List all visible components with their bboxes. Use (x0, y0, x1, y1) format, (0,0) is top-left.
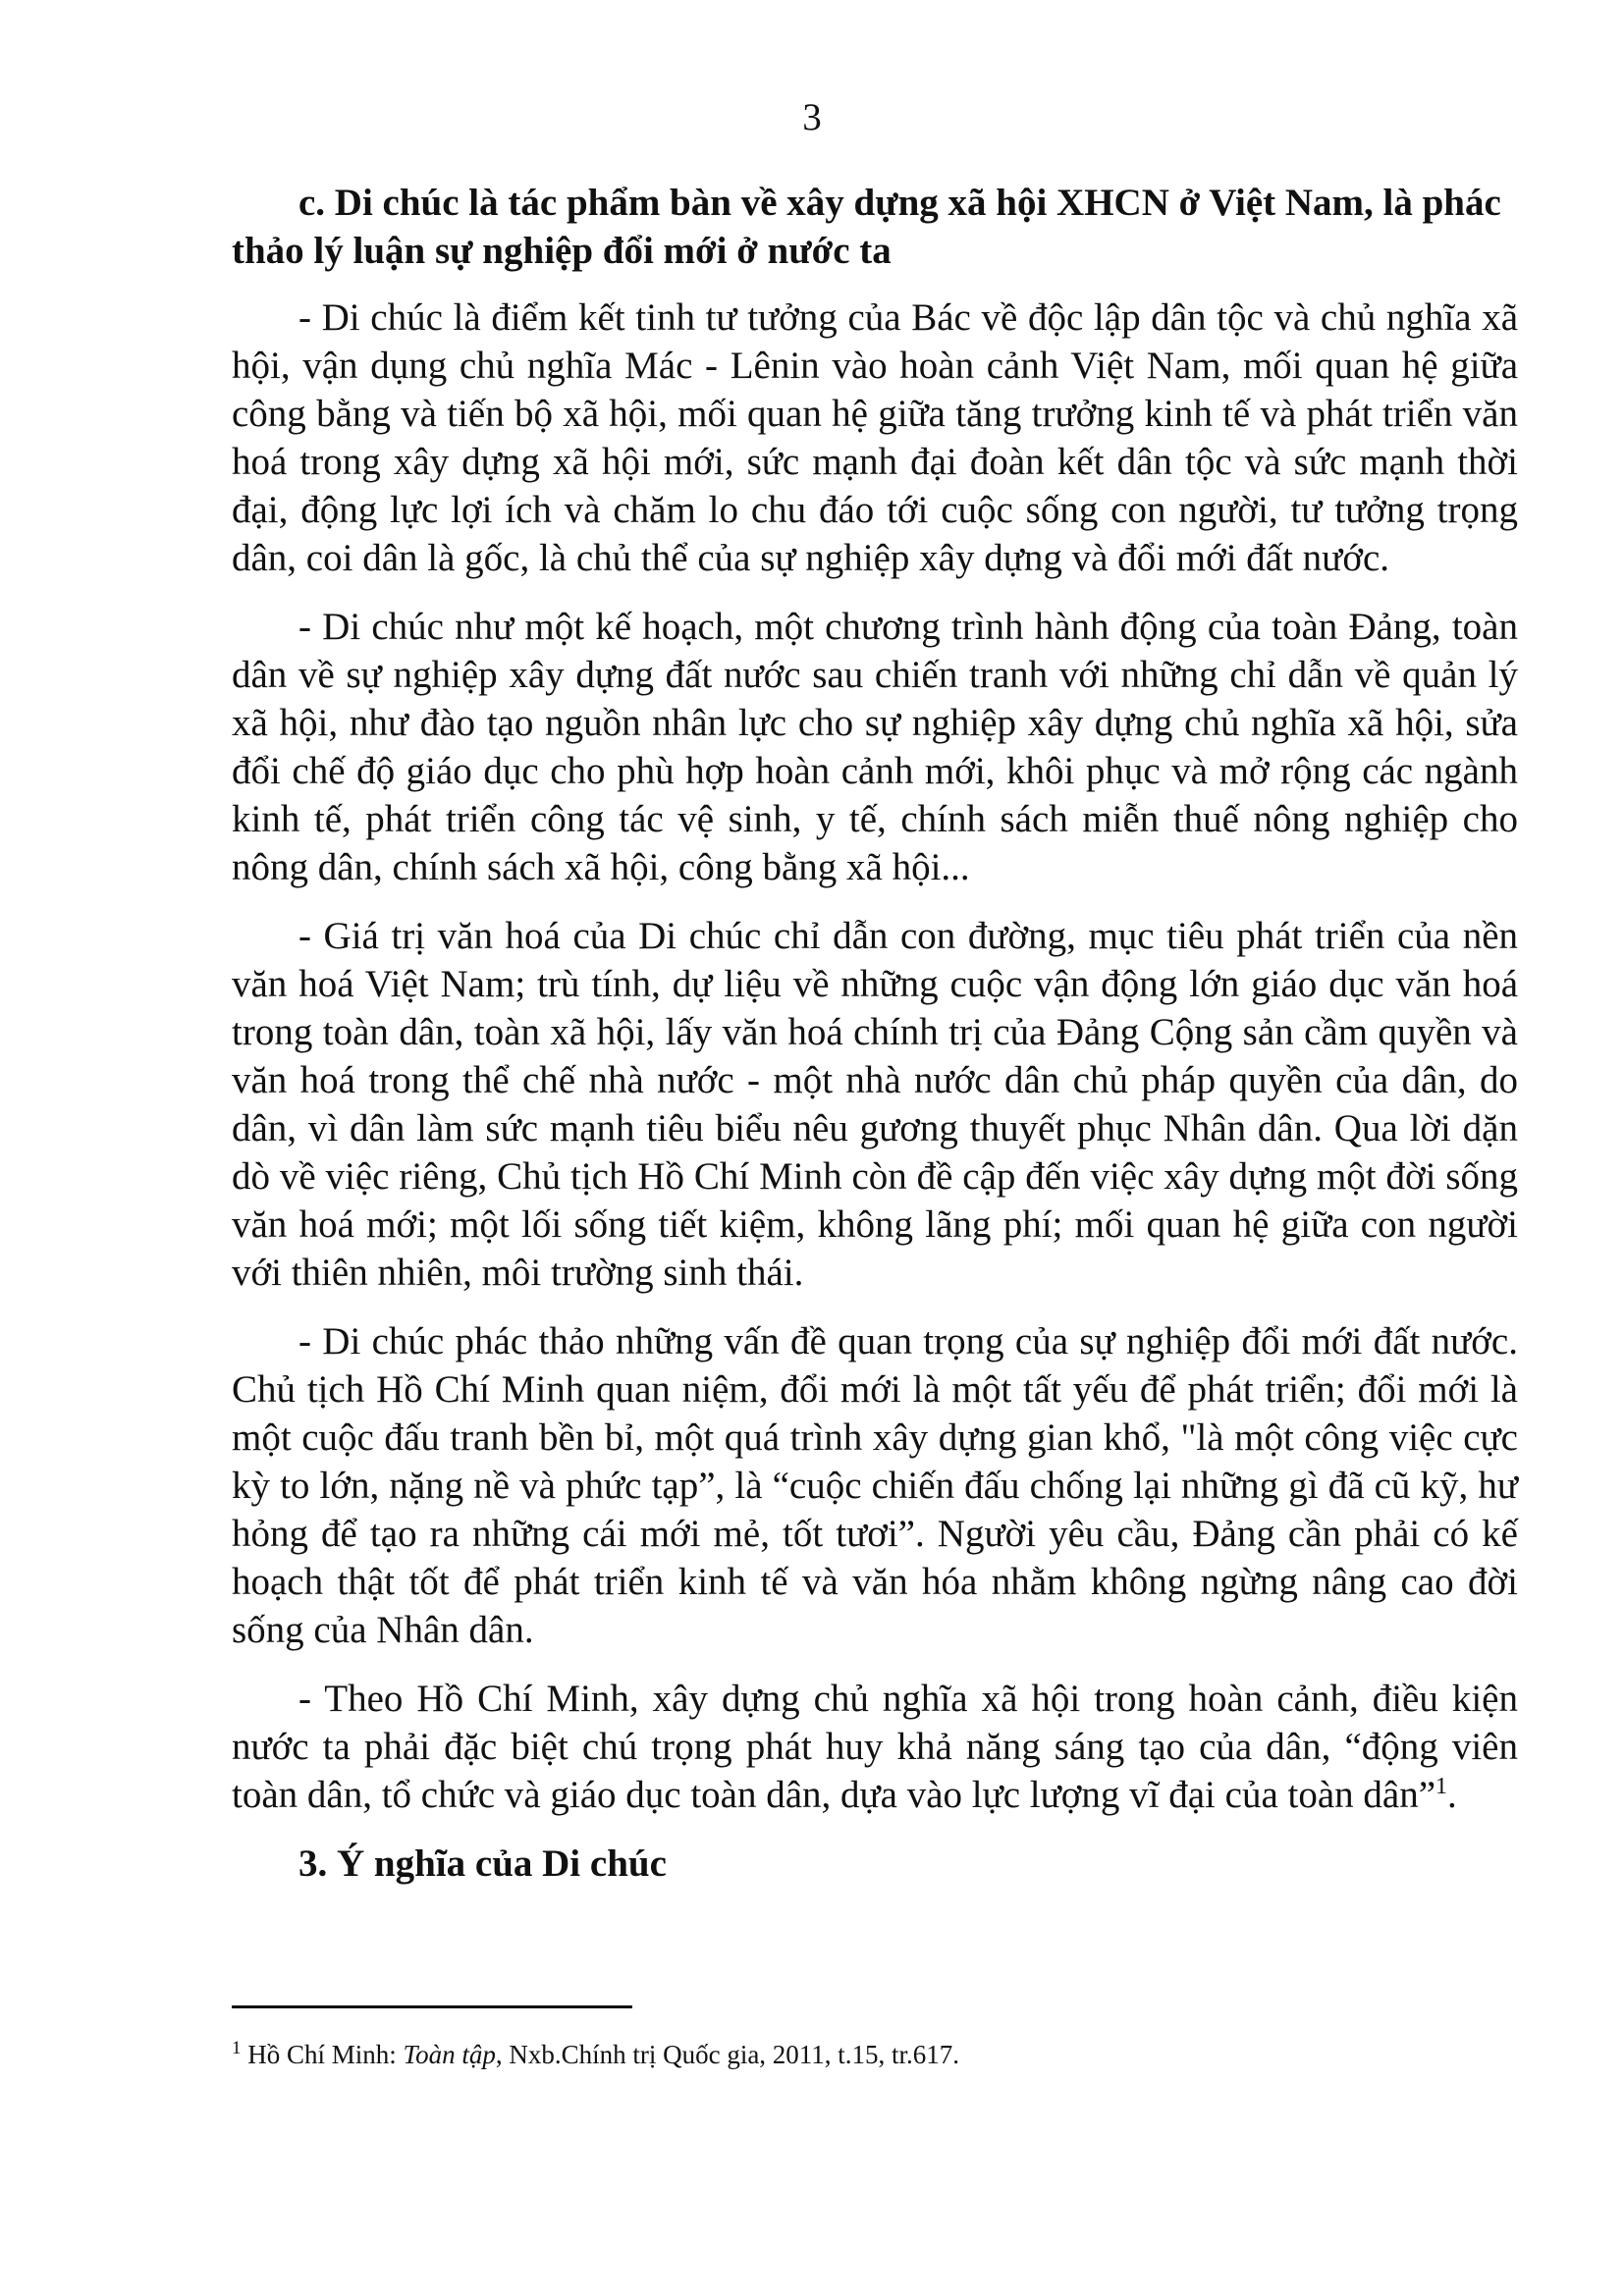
section-heading-y-nghia: 3. Ý nghĩa của Di chúc (298, 1842, 667, 1885)
footnote-publication: , Nxb.Chính trị Quốc gia, 2011, t.15, tr.617. (495, 2040, 960, 2069)
footnote-author: Hồ Chí Minh: (241, 2040, 404, 2069)
paragraph-doi-moi: - Di chúc phác thảo những vấn đề quan trọng của sự nghiệp đổi mới đất nước. Chủ tịch Hồ Chí Minh quan niệm, đổi mới là một tất yếu để phát triển; đổi mới là một cuộc đấu tranh bền bỉ, một quá trình xây dựng gian khổ, "là một công việc cực kỳ to lớn, nặng nề và phức tạp”, là “cuộc chiến đấu chống lại những gì đã cũ kỹ, hư hỏng để tạo ra những cái mới mẻ, tốt tươi”. Người yêu cầu, Đảng cần phải có kế hoạch thật tốt để phát triển kinh tế và văn hóa nhằm không ngừng nâng cao đời sống của Nhân dân. (232, 1320, 1518, 1651)
paragraph-sang-tao-text: - Theo Hồ Chí Minh, xây dựng chủ nghĩa xã hội trong hoàn cảnh, điều kiện nước ta phải đặc biệt chú trọng phát huy khả năng sáng tạo của dân, “động viên toàn dân, tổ chức và giáo dục toàn dân, dựa vào lực lượng vĩ đại của toàn dân” (232, 1678, 1518, 1816)
subsection-heading-c-line2: thảo lý luận sự nghiệp đổi mới ở nước ta (232, 230, 892, 272)
footnote-separator (232, 2005, 632, 2008)
page-number: 3 (802, 96, 822, 138)
footnote (232, 2038, 1518, 2071)
subsection-heading-c (232, 179, 1518, 275)
footnote-reference[interactable]: 1 (1435, 1774, 1448, 1799)
subsection-heading-c-line1: c. Di chúc là tác phẩm bàn về xây dựng xã hội XHCN ở Việt Nam, là phác (298, 182, 1501, 224)
paragraph-sang-tao-period: . (1447, 1774, 1457, 1816)
footnote-marker: 1 (232, 2038, 242, 2058)
paragraph-ke-hoach: - Di chúc như một kế hoạch, một chương trình hành động của toàn Đảng, toàn dân về sự nghiệp xây dựng đất nước sau chiến tranh với những chỉ dẫn về quản lý xã hội, như đào tạo nguồn nhân lực cho sự nghiệp xây dựng chủ nghĩa xã hội, sửa đổi chế độ giáo dục cho phù hợp hoàn cảnh mới, khôi phục và mở rộng các ngành kinh tế, phát triển công tác vệ sinh, y tế, chính sách miễn thuế nông nghiệp cho nông dân, chính sách xã hội, công bằng xã hội... (232, 606, 1518, 888)
footnote-work-title: Toàn tập (403, 2040, 496, 2069)
paragraph-sang-tao (232, 1675, 1518, 1819)
paragraph-ket-tinh: - Di chúc là điểm kết tinh tư tưởng của Bác về độc lập dân tộc và chủ nghĩa xã hội, vận dụng chủ nghĩa Mác - Lênin vào hoàn cảnh Việt Nam, mối quan hệ giữa công bằng và tiến bộ xã hội, mối quan hệ giữa tăng trưởng kinh tế và phát triển văn hoá trong xây dựng xã hội mới, sức mạnh đại đoàn kết dân tộc và sức mạnh thời đại, động lực lợi ích và chăm lo chu đáo tới cuộc sống con người, tư tưởng trọng dân, coi dân là gốc, là chủ thể của sự nghiệp xây dựng và đổi mới đất nước. (232, 296, 1518, 579)
document-body (232, 179, 1518, 1888)
paragraph-van-hoa: - Giá trị văn hoá của Di chúc chỉ dẫn con đường, mục tiêu phát triển của nền văn hoá Việt Nam; trù tính, dự liệu về những cuộc vận động lớn giáo dục văn hoá trong toàn dân, toàn xã hội, lấy văn hoá chính trị của Đảng Cộng sản cầm quyền và văn hoá trong thể chế nhà nước - một nhà nước dân chủ pháp quyền của dân, do dân, vì dân làm sức mạnh tiêu biểu nêu gương thuyết phục Nhân dân. Qua lời dặn dò về việc riêng, Chủ tịch Hồ Chí Minh còn đề cập đến việc xây dựng một đời sống văn hoá mới; một lối sống tiết kiệm, không lãng phí; mối quan hệ giữa con người với thiên nhiên, môi trường sinh thái. (232, 915, 1518, 1294)
